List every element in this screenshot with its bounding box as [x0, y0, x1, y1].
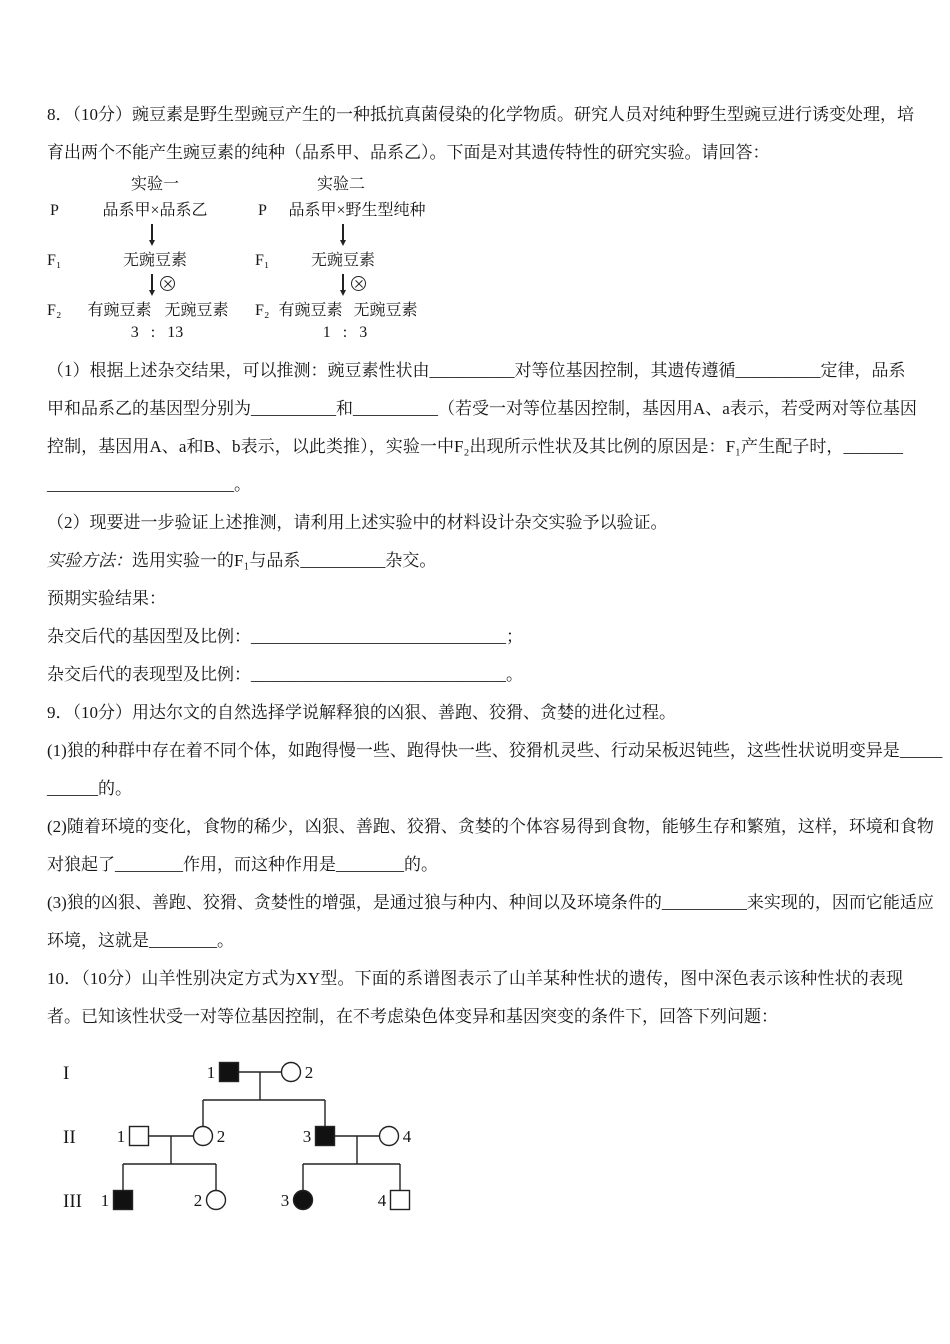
svg-text:3: 3 [302, 1127, 312, 1146]
q9-part1-line: (1)狼的种群中存在着不同个体，如跑得慢一些、跑得快一些、狡猾机灵些、行动呆板迟钝些，这些性状说明变异是_____ [47, 741, 943, 760]
exp2-p-generation-label: P [258, 202, 267, 219]
q8-intro-line: 育出两个不能产生豌豆素的纯种（品系甲、品系乙）。下面是对其遗传特性的研究实验。请回答： [47, 143, 770, 162]
pedigree-chart [53, 1050, 483, 1222]
exp1-p-generation-label: P [50, 202, 59, 219]
q8-phenotype-line: 杂交后代的表现型及比例：______________________________。 [47, 665, 523, 684]
exp2-selfing-icon [351, 276, 366, 291]
exp2-parents-cross: 品系甲×野生型纯种 [288, 202, 426, 219]
exp1-f2-phenotype-left: 有豌豆素 [87, 302, 152, 319]
exp2-selfing-arrow-icon [340, 274, 346, 296]
q9-part3-line: 环境，这就是________。 [47, 931, 234, 950]
q8-part1-line: 控制，基因用A、a和B、b表示，以此类推），实验一中F₂出现所示性状及其比例的原因是：F₁产生配子时，_______ [47, 437, 903, 456]
q8-method-line [47, 542, 903, 580]
exp2-f2-phenotype-left: 有豌豆素 [278, 302, 343, 319]
exp2-f2-phenotype-right: 无豌豆素 [353, 302, 418, 319]
q8-method-text: 选用实验一的F₁与品系__________杂交。 [132, 551, 437, 570]
q8-part2-intro: （2）现要进一步验证上述推测，请利用上述实验中的材料设计杂交实验予以验证。 [47, 513, 668, 532]
question-9 [47, 694, 943, 960]
q10-intro-line: 者。已知该性状受一对等位基因控制，在不考虑染色体变异和基因突变的条件下，回答下列问题： [47, 1007, 778, 1026]
exp1-cross-arrow-icon [149, 224, 155, 246]
exp1-f2-generation-label: F₂ [47, 302, 62, 319]
exp2-f1-generation-label: F₁ [255, 252, 270, 269]
exp2-f2-ratio: 1 : 3 [322, 324, 368, 341]
exp1-parents-cross: 品系甲×品系乙 [102, 202, 208, 219]
question-10 [47, 960, 903, 1227]
exp1-f1-phenotype: 无豌豆素 [122, 252, 187, 269]
q8-method-label: 实验方法： [47, 551, 132, 570]
svg-text:1: 1 [116, 1127, 126, 1146]
q9-part2-line: 对狼起了________作用，而这种作用是________的。 [47, 855, 438, 874]
q10-intro-line: 10．（10分）山羊性别决定方式为XY型。下面的系谱图表示了山羊某种性状的遗传，图中深色表示该种性状的表现 [47, 969, 903, 988]
svg-text:4: 4 [402, 1127, 412, 1146]
exp2-f2-generation-label: F₂ [255, 302, 270, 319]
exp2-f1-phenotype: 无豌豆素 [310, 252, 375, 269]
pedigree-figure [53, 1050, 903, 1227]
q9-intro: 9．（10分）用达尔文的自然选择学说解释狼的凶狠、善跑、狡猾、贪婪的进化过程。 [47, 703, 676, 722]
q9-part2-line: (2)随着环境的变化，食物的稀少，凶狠、善跑、狡猾、贪婪的个体容易得到食物，能够生存和繁殖，这样，环境和食物 [47, 817, 934, 836]
q8-part1-line: 甲和品系乙的基因型分别为__________和__________（若受一对等位基因控制，基因用A、a表示，若受两对等位基因 [47, 399, 917, 418]
q8-part1-line: （1）根据上述杂交结果，可以推测：豌豆素性状由__________对等位基因控制，其遗传遵循__________定律，品系 [47, 361, 906, 380]
exp1-f2-phenotype-right: 无豌豆素 [164, 302, 229, 319]
exp1-f1-generation-label: F₁ [47, 252, 62, 269]
svg-text:2: 2 [216, 1127, 226, 1146]
exp1-selfing-icon [160, 276, 175, 291]
experiment-2-title: 实验二 [316, 176, 365, 193]
cross-experiments-diagram [47, 174, 903, 346]
exp1-f2-ratio: 3 : 13 [130, 324, 184, 341]
q8-genotype-line: 杂交后代的基因型及比例：______________________________； [47, 627, 523, 646]
experiment-1-title: 实验一 [130, 176, 179, 193]
question-8 [47, 96, 917, 694]
svg-text:2: 2 [193, 1191, 203, 1210]
svg-text:1: 1 [100, 1191, 110, 1210]
q8-part1-line: ______________________。 [47, 475, 251, 494]
svg-text:III: III [63, 1191, 82, 1212]
svg-text:II: II [63, 1127, 76, 1148]
q8-intro-line: 8．（10分）豌豆素是野生型豌豆产生的一种抵抗真菌侵染的化学物质。研究人员对纯种野生型豌豆进行诱变处理，培 [47, 105, 914, 124]
q9-part1-line: ______的。 [47, 779, 132, 798]
svg-text:I: I [63, 1063, 70, 1084]
svg-text:3: 3 [280, 1191, 290, 1210]
exp1-selfing-arrow-icon [149, 274, 155, 296]
svg-text:4: 4 [377, 1191, 387, 1210]
q9-part3-line: (3)狼的凶狠、善跑、狡猾、贪婪性的增强，是通过狼与种内、种间以及环境条件的__________来实现的，因而它能适应 [47, 893, 934, 912]
q8-expected-label: 预期实验结果： [47, 589, 166, 608]
svg-text:1: 1 [206, 1063, 216, 1082]
svg-text:2: 2 [304, 1063, 314, 1082]
exp2-cross-arrow-icon [340, 224, 346, 246]
